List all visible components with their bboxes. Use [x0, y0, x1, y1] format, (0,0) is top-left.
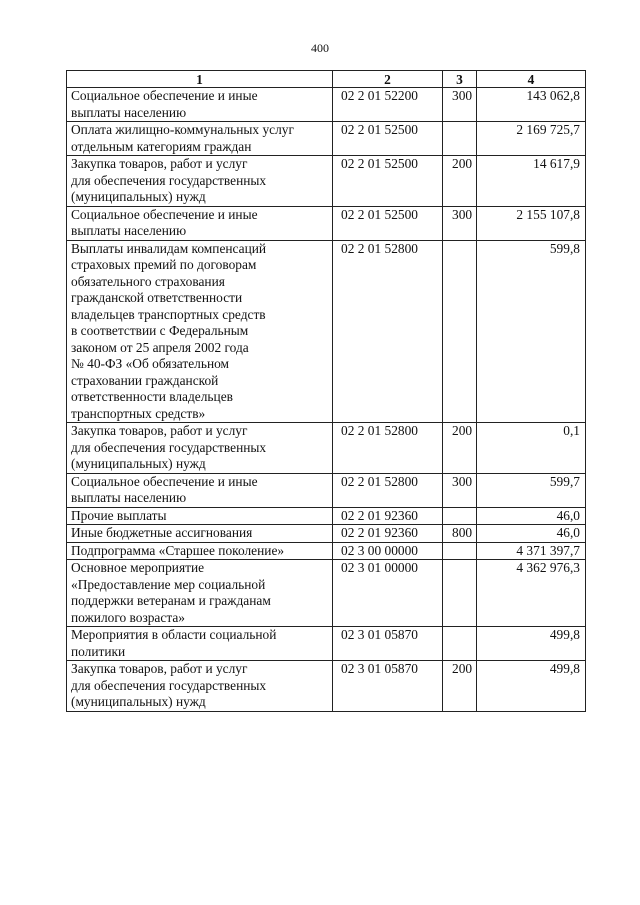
row-name: Выплаты инвалидам компенсаций страховых премий по договорам обязательного страхования гражданской ответственности владельцев транспортных средств в соответствии с Федеральным законом от 25 апреля 2002 года № 40-ФЗ «Об обязательном страховании гражданской ответственности владельцев транспортных средств»	[67, 240, 333, 423]
row-amount: 599,8	[477, 240, 586, 423]
table-row	[67, 206, 586, 240]
row-expense-type: 300	[443, 206, 477, 240]
row-expense-type	[443, 542, 477, 560]
row-expense-type	[443, 507, 477, 525]
row-code: 02 2 01 52800	[333, 473, 443, 507]
row-amount: 499,8	[477, 661, 586, 712]
table-row	[67, 560, 586, 627]
row-code: 02 2 01 52500	[333, 122, 443, 156]
row-name: Социальное обеспечение и иные выплаты населению	[67, 88, 333, 122]
row-amount: 46,0	[477, 507, 586, 525]
row-name: Оплата жилищно-коммунальных услуг отдельным категориям граждан	[67, 122, 333, 156]
table-header-row	[67, 71, 586, 88]
column-header-1: 1	[67, 71, 333, 88]
row-name: Закупка товаров, работ и услуг для обеспечения государственных (муниципальных) нужд	[67, 423, 333, 474]
table-row	[67, 240, 586, 423]
column-header-2: 2	[333, 71, 443, 88]
row-expense-type: 300	[443, 88, 477, 122]
table-row	[67, 122, 586, 156]
row-name: Иные бюджетные ассигнования	[67, 525, 333, 543]
row-expense-type	[443, 240, 477, 423]
row-amount: 4 371 397,7	[477, 542, 586, 560]
table-row	[67, 627, 586, 661]
row-expense-type: 300	[443, 473, 477, 507]
row-code: 02 3 01 05870	[333, 627, 443, 661]
table-row	[67, 507, 586, 525]
row-amount: 46,0	[477, 525, 586, 543]
budget-table	[66, 70, 586, 712]
table-row	[67, 542, 586, 560]
row-code: 02 2 01 52800	[333, 423, 443, 474]
table-row	[67, 473, 586, 507]
row-name: Закупка товаров, работ и услуг для обеспечения государственных (муниципальных) нужд	[67, 156, 333, 207]
row-name: Мероприятия в области социальной политики	[67, 627, 333, 661]
row-code: 02 3 00 00000	[333, 542, 443, 560]
row-name: Основное мероприятие «Предоставление мер социальной поддержки ветеранам и гражданам пожилого возраста»	[67, 560, 333, 627]
row-code: 02 3 01 00000	[333, 560, 443, 627]
row-amount: 0,1	[477, 423, 586, 474]
row-name: Социальное обеспечение и иные выплаты населению	[67, 206, 333, 240]
table-row	[67, 156, 586, 207]
row-expense-type: 200	[443, 661, 477, 712]
row-name: Закупка товаров, работ и услуг для обеспечения государственных (муниципальных) нужд	[67, 661, 333, 712]
row-expense-type: 800	[443, 525, 477, 543]
table-row	[67, 661, 586, 712]
row-code: 02 3 01 05870	[333, 661, 443, 712]
row-name: Социальное обеспечение и иные выплаты населению	[67, 473, 333, 507]
row-amount: 143 062,8	[477, 88, 586, 122]
row-expense-type: 200	[443, 423, 477, 474]
column-header-3: 3	[443, 71, 477, 88]
page-number: 400	[311, 41, 329, 55]
row-code: 02 2 01 52200	[333, 88, 443, 122]
row-amount: 499,8	[477, 627, 586, 661]
row-code: 02 2 01 92360	[333, 525, 443, 543]
row-name: Подпрограмма «Старшее поколение»	[67, 542, 333, 560]
row-name: Прочие выплаты	[67, 507, 333, 525]
row-amount: 14 617,9	[477, 156, 586, 207]
row-amount: 4 362 976,3	[477, 560, 586, 627]
row-expense-type	[443, 627, 477, 661]
table-row	[67, 88, 586, 122]
row-code: 02 2 01 92360	[333, 507, 443, 525]
row-amount: 2 155 107,8	[477, 206, 586, 240]
row-amount: 599,7	[477, 473, 586, 507]
row-expense-type	[443, 122, 477, 156]
row-code: 02 2 01 52500	[333, 156, 443, 207]
column-header-4: 4	[477, 71, 586, 88]
row-amount: 2 169 725,7	[477, 122, 586, 156]
table-row	[67, 423, 586, 474]
row-expense-type: 200	[443, 156, 477, 207]
row-code: 02 2 01 52800	[333, 240, 443, 423]
row-code: 02 2 01 52500	[333, 206, 443, 240]
row-expense-type	[443, 560, 477, 627]
table-row	[67, 525, 586, 543]
